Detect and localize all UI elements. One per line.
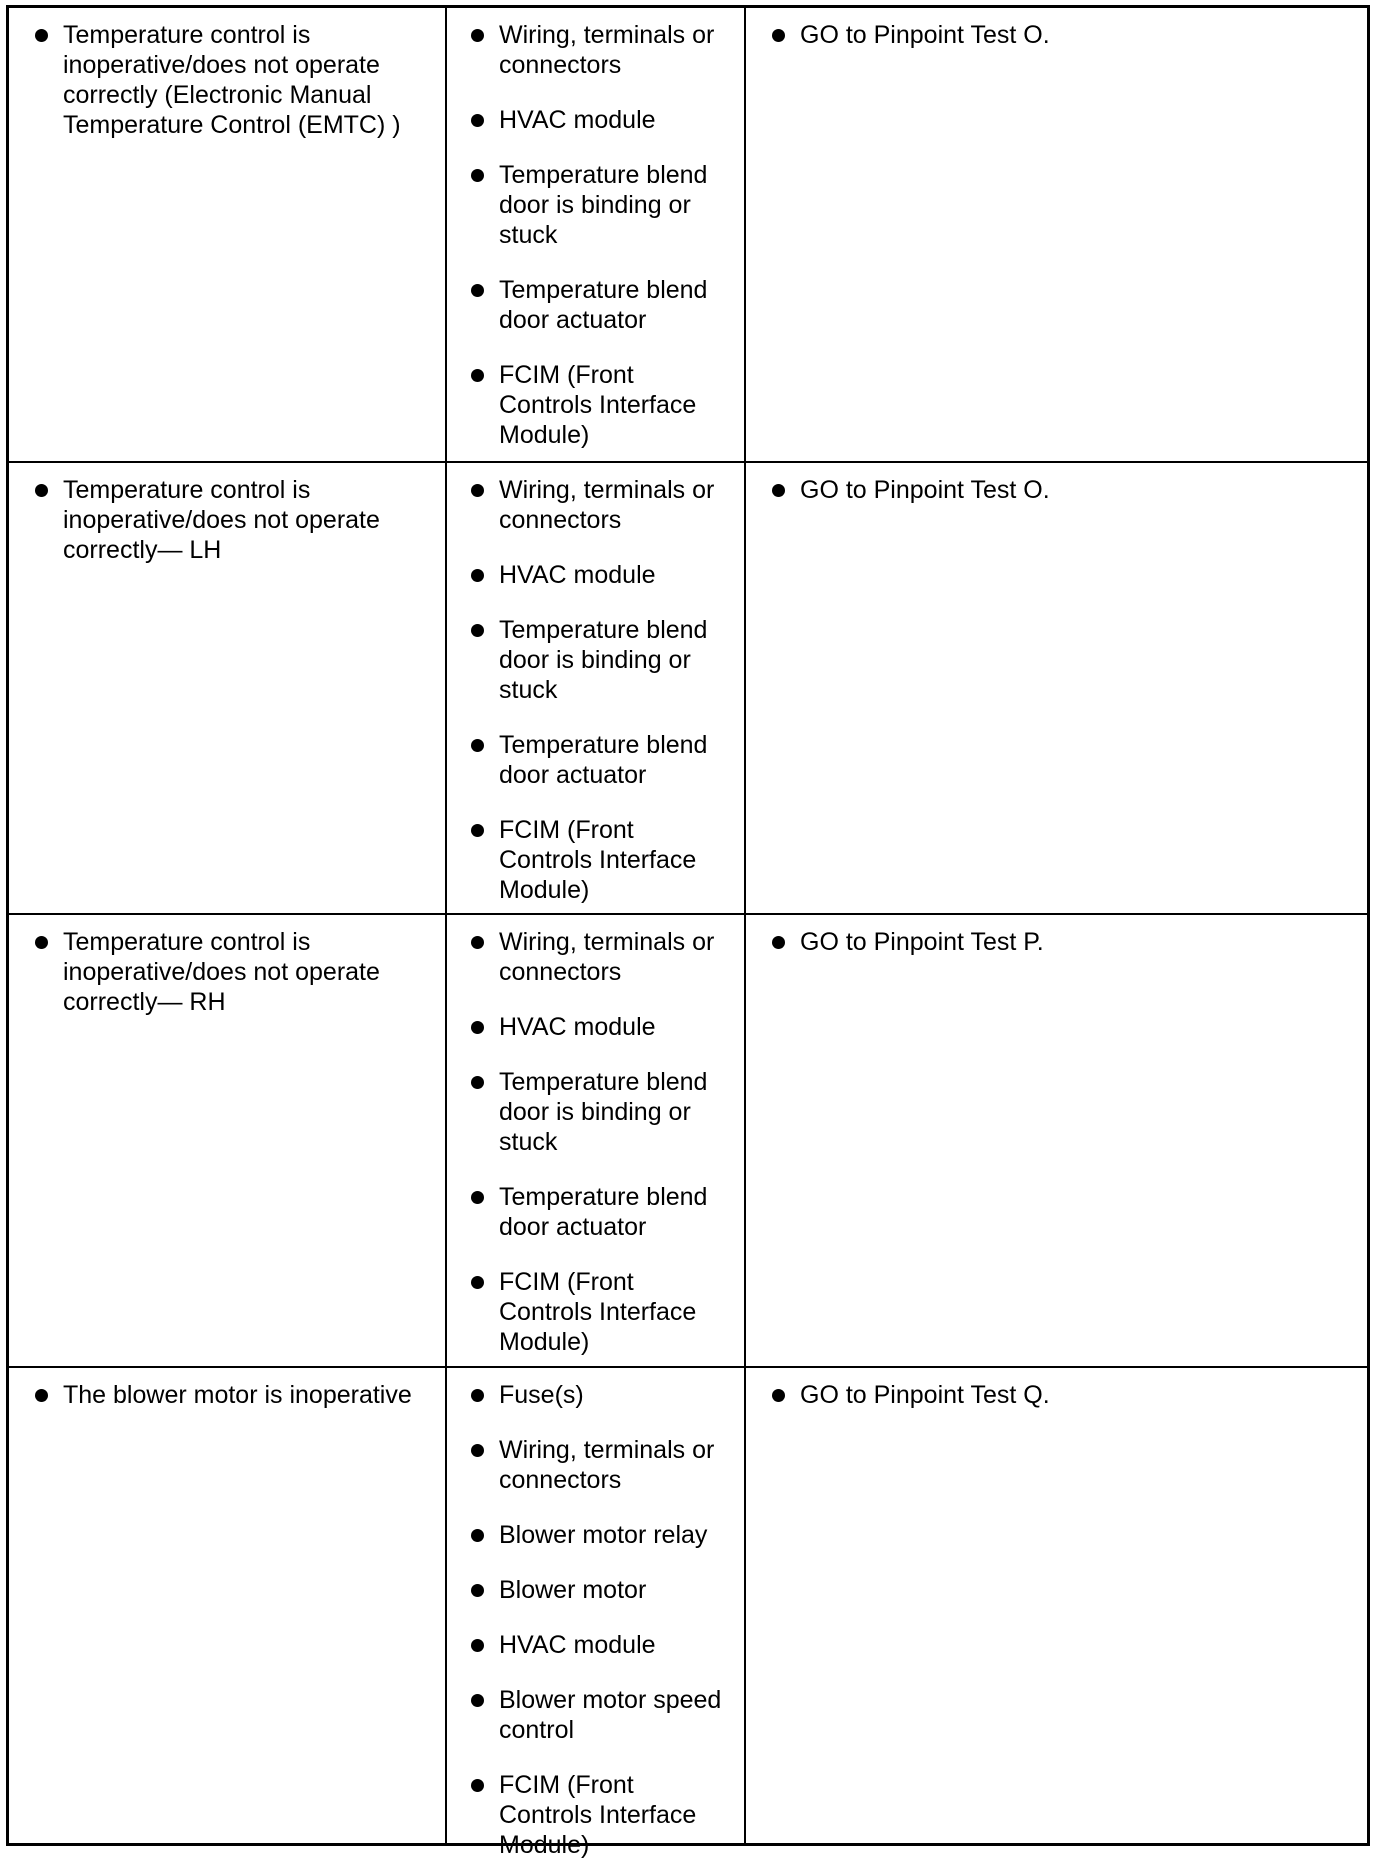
source-item (467, 815, 754, 905)
source-text: FCIM (Front Controls Interface Module) (499, 1268, 697, 1356)
source-cell (445, 1368, 744, 1859)
source-item (467, 275, 754, 335)
source-item (467, 20, 754, 80)
action-item (768, 20, 1360, 50)
bullet-icon (471, 1639, 484, 1652)
source-item (467, 1685, 754, 1745)
source-item (467, 475, 754, 535)
bullet-icon (471, 1584, 484, 1597)
source-item (467, 927, 754, 987)
source-text: Wiring, terminals or connectors (499, 928, 715, 986)
action-item (768, 1380, 1360, 1410)
source-text: Temperature blend door is binding or stuck (499, 161, 708, 249)
source-text: Blower motor speed control (499, 1686, 722, 1744)
source-item (467, 1012, 754, 1042)
symptom-text: Temperature control is inoperative/does not operate correctly— LH (63, 476, 380, 564)
action-cell (744, 1368, 1367, 1843)
source-text: FCIM (Front Controls Interface Module) (499, 361, 697, 449)
bullet-icon (471, 1191, 484, 1204)
table-row (9, 1366, 1367, 1859)
source-item (467, 1380, 754, 1410)
bullet-icon (471, 29, 484, 42)
source-text: FCIM (Front Controls Interface Module) (499, 816, 697, 904)
bullet-icon (471, 1779, 484, 1792)
bullet-icon (35, 1389, 48, 1402)
source-text: HVAC module (499, 106, 656, 134)
bullet-icon (471, 624, 484, 637)
action-cell (744, 8, 1367, 461)
action-cell (744, 463, 1367, 913)
bullet-icon (35, 29, 48, 42)
source-item (467, 1630, 754, 1660)
symptom-cell (9, 915, 445, 1366)
source-text: Temperature blend door actuator (499, 276, 708, 334)
symptom-item (31, 475, 423, 565)
source-text: HVAC module (499, 1631, 656, 1659)
bullet-icon (772, 484, 785, 497)
symptom-text: Temperature control is inoperative/does not operate correctly— RH (63, 928, 380, 1016)
bullet-icon (471, 1076, 484, 1089)
bullet-icon (471, 484, 484, 497)
source-item (467, 1435, 754, 1495)
source-item (467, 730, 754, 790)
bullet-icon (471, 1276, 484, 1289)
action-text: GO to Pinpoint Test P. (800, 928, 1044, 956)
bullet-icon (772, 936, 785, 949)
source-text: Wiring, terminals or connectors (499, 476, 715, 534)
source-text: Blower motor relay (499, 1521, 708, 1549)
symptom-cell (9, 1368, 445, 1843)
action-item (768, 475, 1360, 505)
table-row (9, 461, 1367, 913)
bullet-icon (471, 824, 484, 837)
source-item (467, 1267, 754, 1357)
source-text: FCIM (Front Controls Interface Module) (499, 1771, 697, 1859)
source-text: Wiring, terminals or connectors (499, 1436, 715, 1494)
source-item (467, 615, 754, 705)
source-item (467, 1182, 754, 1242)
bullet-icon (471, 739, 484, 752)
action-text: GO to Pinpoint Test Q. (800, 1381, 1050, 1409)
bullet-icon (471, 1021, 484, 1034)
symptom-item (31, 927, 423, 1017)
symptom-cell (9, 463, 445, 913)
symptom-item (31, 20, 423, 140)
action-cell (744, 915, 1367, 1366)
bullet-icon (772, 1389, 785, 1402)
bullet-icon (471, 114, 484, 127)
symptom-cell (9, 8, 445, 461)
source-text: HVAC module (499, 1013, 656, 1041)
source-text: Fuse(s) (499, 1381, 584, 1409)
source-text: HVAC module (499, 561, 656, 589)
action-item (768, 927, 1360, 957)
symptom-text: Temperature control is inoperative/does not operate correctly (Electronic Manual Temperature Control (EMTC) ) (63, 21, 401, 139)
bullet-icon (35, 484, 48, 497)
bullet-icon (471, 1694, 484, 1707)
source-text: Temperature blend door is binding or stuck (499, 1068, 708, 1156)
source-item (467, 560, 754, 590)
source-item (467, 1520, 754, 1550)
table-row (9, 913, 1367, 1366)
source-text: Wiring, terminals or connectors (499, 21, 715, 79)
bullet-icon (772, 29, 785, 42)
bullet-icon (471, 936, 484, 949)
bullet-icon (471, 369, 484, 382)
bullet-icon (471, 1529, 484, 1542)
source-text: Temperature blend door actuator (499, 1183, 708, 1241)
action-text: GO to Pinpoint Test O. (800, 476, 1050, 504)
source-cell (445, 915, 744, 1366)
source-cell (445, 8, 744, 461)
source-item (467, 105, 754, 135)
source-text: Temperature blend door is binding or stuck (499, 616, 708, 704)
diagnosis-table (6, 5, 1370, 1859)
symptom-text: The blower motor is inoperative (63, 1381, 412, 1409)
source-item (467, 1770, 754, 1860)
action-text: GO to Pinpoint Test O. (800, 21, 1050, 49)
table-row (9, 8, 1367, 461)
bullet-icon (471, 284, 484, 297)
bullet-icon (471, 569, 484, 582)
bullet-icon (471, 1444, 484, 1457)
bullet-icon (35, 936, 48, 949)
source-item (467, 1067, 754, 1157)
source-text: Temperature blend door actuator (499, 731, 708, 789)
source-cell (445, 463, 744, 913)
symptom-item (31, 1380, 423, 1410)
source-item (467, 160, 754, 250)
bullet-icon (471, 1389, 484, 1402)
bullet-icon (471, 169, 484, 182)
source-item (467, 1575, 754, 1605)
source-text: Blower motor (499, 1576, 647, 1604)
source-item (467, 360, 754, 450)
